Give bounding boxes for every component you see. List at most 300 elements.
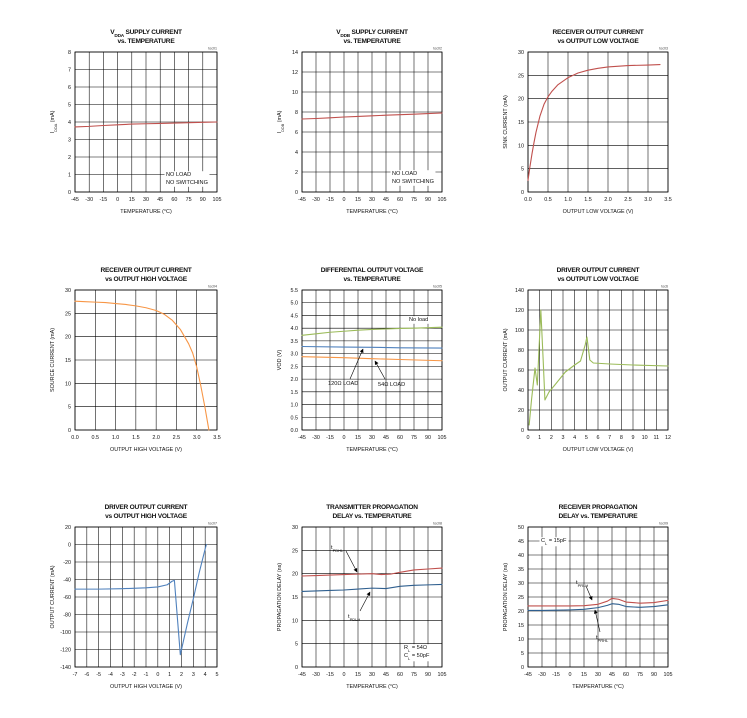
y-tick-label: 2.5 xyxy=(290,364,298,371)
y-axis-label xyxy=(503,95,509,149)
x-tick-label: 3.0 xyxy=(192,435,201,441)
x-tick-label: 0 xyxy=(342,435,346,441)
x-tick-label: -15 xyxy=(326,197,334,203)
figure-code: toc09 xyxy=(659,521,668,526)
x-axis-label xyxy=(346,447,398,453)
chart-2 xyxy=(277,29,447,215)
x-tick-label: 9 xyxy=(631,435,635,441)
y-tick-label: 10 xyxy=(292,618,298,625)
y-axis-label-part: (mA) xyxy=(277,110,283,124)
x-axis-label xyxy=(110,684,182,690)
x-tick-label: 60 xyxy=(623,672,629,678)
series-label-text xyxy=(348,614,360,622)
x-axis-label xyxy=(110,447,182,453)
chart-title-part: vs. TEMPERATURE xyxy=(343,276,401,283)
x-tick-label: 3.0 xyxy=(644,197,652,203)
figure-code: toc6 xyxy=(661,284,668,289)
y-tick-label: 10 xyxy=(518,637,524,643)
x-tick-label: -30 xyxy=(538,672,546,678)
note-line xyxy=(166,180,208,186)
y-tick-label: 0 xyxy=(521,428,524,434)
chart-title-part: vs. TEMPERATURE xyxy=(343,38,401,45)
x-tick-label: 105 xyxy=(212,197,222,203)
chart-title-part: RECEIVER PROPAGATION xyxy=(558,504,638,511)
chart-4 xyxy=(50,267,221,453)
chart-title-part: DRIVER OUTPUT CURRENT xyxy=(104,504,188,511)
y-axis-label-part: PROPAGATION DELAY (ns) xyxy=(503,562,509,632)
y-tick-label: 30 xyxy=(518,581,524,587)
x-tick-label: 105 xyxy=(437,435,447,441)
x-tick-label: 75 xyxy=(411,197,417,203)
series-label xyxy=(331,545,344,553)
note-line-subscript: L xyxy=(408,647,411,653)
chart-title xyxy=(105,513,188,520)
y-tick-label: 0 xyxy=(295,665,298,671)
x-tick-label: 90 xyxy=(651,672,657,678)
chart-title-part: DELAY vs. TEMPERATURE xyxy=(332,513,412,520)
x-tick-label: 2.0 xyxy=(152,435,160,441)
figure-code: toc08 xyxy=(433,521,442,526)
series-label-text-subscript: PDLH xyxy=(349,616,361,622)
y-tick-label: 25 xyxy=(292,548,298,555)
x-tick-label: -45 xyxy=(298,197,306,203)
note-line-subscript: L xyxy=(408,655,411,661)
chart-title xyxy=(105,276,188,283)
x-tick-label: 75 xyxy=(411,435,417,441)
x-tick-label: 4 xyxy=(573,435,577,441)
x-axis-label xyxy=(346,209,398,215)
series-label-text xyxy=(328,381,358,387)
x-tick-label: 3 xyxy=(191,672,195,678)
chart-title xyxy=(553,29,644,36)
y-tick-label: 20 xyxy=(292,571,298,578)
y-tick-label: 20 xyxy=(518,408,524,414)
y-axis-label-part: PROPAGATION DELAY (ns) xyxy=(277,562,283,632)
x-axis-label-part: OUTPUT HIGH VOLTAGE (V) xyxy=(110,447,182,453)
y-tick-label: 2 xyxy=(295,170,298,176)
annotation-arrow xyxy=(586,586,592,600)
annotation-arrow xyxy=(595,610,600,632)
x-tick-label: -7 xyxy=(72,672,78,678)
x-tick-label: 90 xyxy=(425,672,431,678)
x-tick-label: 8 xyxy=(619,435,623,441)
x-tick-label: 0.5 xyxy=(544,197,552,203)
y-tick-label: 0 xyxy=(295,190,298,196)
x-tick-label: 0 xyxy=(342,197,346,203)
y-axis-label-part: SINK CURRENT (mA) xyxy=(503,95,509,149)
y-tick-label: 12 xyxy=(292,70,298,76)
x-axis-label-part: OUTPUT LOW VOLTAGE (V) xyxy=(562,447,634,453)
y-tick-label: 15 xyxy=(292,595,298,601)
x-tick-label: -30 xyxy=(312,435,320,441)
note-line-part: NO LOAD xyxy=(392,171,418,177)
x-tick-label: -45 xyxy=(298,672,306,678)
chart-title xyxy=(559,504,638,511)
x-tick-label: 15 xyxy=(355,197,361,203)
series-label-text-subscript: PRLH xyxy=(577,582,589,588)
y-tick-label: 3.0 xyxy=(290,351,298,358)
y-tick-label: 40 xyxy=(518,388,524,394)
note-line xyxy=(392,179,434,185)
x-tick-label: 75 xyxy=(637,672,643,678)
series-label xyxy=(408,316,430,324)
series-label-text-part: No load xyxy=(409,317,429,323)
x-tick-label: 0.5 xyxy=(91,435,100,441)
x-axis-label-part: OUTPUT HIGH VOLTAGE (V) xyxy=(110,684,182,690)
y-tick-label: 120 xyxy=(515,308,524,314)
chart-8 xyxy=(277,504,447,690)
x-tick-label: 2.0 xyxy=(604,197,612,203)
note-line xyxy=(166,172,191,178)
x-tick-label: 105 xyxy=(663,672,673,678)
chart-title xyxy=(105,504,188,511)
x-tick-label: 90 xyxy=(425,197,431,203)
x-tick-label: 3.5 xyxy=(664,197,672,203)
y-axis-label-part: SOURCE CURRENT (mA) xyxy=(50,328,56,392)
x-tick-label: 10 xyxy=(641,435,648,441)
chart-title-part: DRIVER OUTPUT CURRENT xyxy=(556,267,640,274)
chart-title-part: vs. TEMPERATURE xyxy=(117,38,175,45)
y-tick-label: 4 xyxy=(68,120,71,126)
chart-title-part: SUPPLY CURRENT xyxy=(123,29,182,36)
x-tick-label: 105 xyxy=(437,672,447,678)
x-axis-label xyxy=(120,209,172,215)
y-tick-label: 0.5 xyxy=(290,415,298,422)
x-tick-label: 75 xyxy=(185,197,192,203)
x-tick-label: 15 xyxy=(355,435,361,441)
chart-3 xyxy=(503,29,672,215)
y-axis-label-subscript: DDA xyxy=(52,123,58,132)
chart-note xyxy=(403,644,432,661)
y-axis-label-part: VOD (V) xyxy=(277,349,283,371)
y-tick-label: 5 xyxy=(295,641,298,648)
y-axis-label-part: I xyxy=(50,131,56,134)
x-tick-label: 12 xyxy=(665,435,671,441)
y-tick-label: 1.0 xyxy=(290,402,298,409)
chart-note xyxy=(165,171,210,187)
x-tick-label: 5 xyxy=(584,435,588,441)
x-tick-label: -15 xyxy=(326,672,334,678)
y-tick-label: 4 xyxy=(295,150,298,156)
x-axis-label-part: OUTPUT LOW VOLTAGE (V) xyxy=(562,209,634,215)
y-tick-label: 10 xyxy=(292,90,298,96)
x-tick-label: 1.0 xyxy=(111,435,120,441)
y-tick-label: 5.5 xyxy=(290,288,298,294)
series-label-text-part: t xyxy=(331,545,333,551)
y-axis-label-part: (mA) xyxy=(50,110,56,124)
y-tick-label: 100 xyxy=(515,328,524,334)
x-tick-label: 3 xyxy=(561,435,565,441)
y-tick-label: 25 xyxy=(65,311,71,318)
chart-title-part: RECEIVER OUTPUT CURRENT xyxy=(552,29,644,36)
x-tick-label: 0 xyxy=(342,672,346,678)
x-tick-label: 1.5 xyxy=(584,197,592,203)
x-tick-label: 45 xyxy=(157,197,164,203)
x-tick-label: 30 xyxy=(143,197,149,203)
x-axis-label xyxy=(563,209,634,215)
y-tick-label: 10 xyxy=(518,143,524,150)
y-tick-label: -80 xyxy=(63,612,71,619)
y-tick-label: 5.0 xyxy=(290,300,298,307)
x-tick-label: 45 xyxy=(383,435,389,441)
y-tick-label: 8 xyxy=(295,110,298,116)
chart-title-part: V xyxy=(110,29,115,36)
x-tick-label: 0.0 xyxy=(524,197,532,203)
y-axis-label xyxy=(503,563,509,631)
series-label-text-part: t xyxy=(596,635,598,641)
series-label-text-part: t xyxy=(576,580,578,586)
figure-code: toc03 xyxy=(659,46,668,51)
series-label-text-subscript: PRHL xyxy=(597,637,609,643)
y-tick-label: 30 xyxy=(292,525,298,531)
chart-7 xyxy=(50,504,219,690)
y-tick-label: 1.5 xyxy=(290,389,298,396)
x-tick-label: -15 xyxy=(552,672,560,678)
x-tick-label: 60 xyxy=(171,197,178,203)
x-tick-label: 1 xyxy=(538,435,542,441)
y-tick-label: 20 xyxy=(65,334,71,341)
x-tick-label: -45 xyxy=(298,435,306,441)
annotation-arrow xyxy=(360,592,370,611)
x-tick-label: 1.0 xyxy=(564,197,572,203)
x-tick-label: 0.0 xyxy=(71,435,79,441)
x-tick-label: 45 xyxy=(383,197,389,203)
x-axis-label-part: TEMPERATURE (°C) xyxy=(346,447,398,453)
y-tick-label: 20 xyxy=(518,609,524,615)
note-line-part: NO LOAD xyxy=(166,172,192,178)
series-label-text xyxy=(378,382,405,388)
note-line-subscript: L xyxy=(545,540,548,546)
chart-title xyxy=(321,267,424,274)
x-tick-label: 15 xyxy=(128,197,135,203)
x-tick-label: -4 xyxy=(108,672,113,678)
x-tick-label: 30 xyxy=(595,672,601,678)
x-tick-label: 45 xyxy=(609,672,615,678)
x-tick-label: 1.5 xyxy=(132,435,140,441)
chart-title xyxy=(326,504,418,511)
chart-note xyxy=(391,170,436,186)
chart-note xyxy=(540,537,569,546)
x-tick-label: 2.5 xyxy=(172,435,181,441)
x-axis-label-part: TEMPERATURE (°C) xyxy=(346,209,398,215)
x-tick-label: 60 xyxy=(397,672,403,678)
y-axis-label xyxy=(503,328,509,391)
x-tick-label: 60 xyxy=(397,435,403,441)
chart-title-part: vs OUTPUT HIGH VOLTAGE xyxy=(105,276,187,283)
y-axis-label xyxy=(50,110,58,133)
annotation-arrow xyxy=(346,551,357,572)
figure-code: toc04 xyxy=(208,284,217,289)
figure-code: toc01 xyxy=(208,46,217,51)
chart-title xyxy=(344,38,402,45)
y-tick-label: 20 xyxy=(65,525,71,531)
chart-title-subscript: DDB xyxy=(340,33,350,39)
annotation-arrow xyxy=(375,361,385,379)
series-label-text-part: t xyxy=(348,614,350,620)
chart-title-part: DIFFERENTIAL OUTPUT VOLTAGE xyxy=(320,267,424,274)
y-tick-label: 3 xyxy=(68,137,71,144)
y-tick-label: 25 xyxy=(518,595,524,601)
y-tick-label: 45 xyxy=(518,539,524,545)
x-axis-label-part: TEMPERATURE (°C) xyxy=(346,684,398,690)
y-tick-label: 50 xyxy=(518,525,524,531)
y-tick-label: 35 xyxy=(518,567,524,573)
y-tick-label: -100 xyxy=(60,630,71,636)
x-tick-label: 2.5 xyxy=(624,197,632,203)
y-tick-label: 4.0 xyxy=(290,326,298,333)
x-axis-label xyxy=(563,447,634,453)
x-tick-label: 3.5 xyxy=(213,435,221,441)
x-tick-label: 0 xyxy=(156,672,160,678)
chart-title-part: TRANSMITTER PROPAGATION xyxy=(326,504,418,511)
y-tick-label: 15 xyxy=(65,358,71,364)
x-axis-label-part: TEMPERATURE (°C) xyxy=(120,209,172,215)
y-tick-label: 0 xyxy=(521,190,524,196)
y-tick-label: 8 xyxy=(68,50,71,56)
x-tick-label: 0 xyxy=(116,197,120,203)
chart-1 xyxy=(50,29,222,215)
x-tick-label: 11 xyxy=(653,435,660,441)
figure-code: toc05 xyxy=(433,284,442,289)
x-tick-label: -1 xyxy=(143,672,149,678)
x-tick-label: 45 xyxy=(383,672,389,678)
x-tick-label: -5 xyxy=(96,672,102,678)
chart-title xyxy=(118,38,176,45)
y-tick-label: 20 xyxy=(518,96,524,103)
y-tick-label: 15 xyxy=(518,623,524,629)
chart-title-part: V xyxy=(336,29,341,36)
y-tick-label: 0 xyxy=(68,428,71,434)
y-tick-label: 60 xyxy=(518,368,524,374)
chart-title-part: vs OUTPUT LOW VOLTAGE xyxy=(557,38,639,45)
figure-code: toc07 xyxy=(208,521,217,526)
x-tick-label: -30 xyxy=(312,672,320,678)
y-tick-label: 5 xyxy=(521,651,524,657)
series-label xyxy=(328,381,358,387)
chart-6 xyxy=(503,267,671,453)
chart-title xyxy=(333,513,413,520)
x-tick-label: -30 xyxy=(312,197,320,203)
y-tick-label: -40 xyxy=(63,577,71,584)
y-tick-label: 140 xyxy=(515,288,524,294)
x-tick-label: -45 xyxy=(71,197,79,203)
x-tick-label: 30 xyxy=(369,672,375,678)
x-axis-label xyxy=(346,684,398,690)
y-tick-label: 5 xyxy=(68,404,71,411)
y-tick-label: -20 xyxy=(63,560,71,566)
y-tick-label: 0.0 xyxy=(290,428,298,434)
x-axis-label xyxy=(572,684,624,690)
note-line-part: C xyxy=(541,538,546,544)
y-axis-label xyxy=(277,563,283,631)
y-tick-label: 30 xyxy=(518,50,524,56)
note-line-part: = 54Ω xyxy=(410,645,428,651)
note-line-part: = 50pF xyxy=(410,653,430,659)
chart-title-part: SUPPLY CURRENT xyxy=(349,29,408,36)
x-tick-label: -45 xyxy=(524,672,532,678)
y-tick-label: 0 xyxy=(68,542,71,549)
y-axis-label xyxy=(277,350,283,371)
series-label xyxy=(378,382,405,388)
chart-title-part: vs OUTPUT HIGH VOLTAGE xyxy=(105,513,187,520)
y-tick-label: 14 xyxy=(292,50,298,56)
chart-title-subscript: DDA xyxy=(114,33,124,39)
note-line xyxy=(392,171,417,177)
series-label-text-part: 120Ω LOAD xyxy=(328,381,359,387)
y-axis-label-part: OUTPUT CURRENT (mA) xyxy=(50,565,56,629)
x-tick-label: 15 xyxy=(355,672,361,678)
y-tick-label: 4.5 xyxy=(290,313,298,320)
y-axis-label-part: I xyxy=(277,131,283,134)
y-tick-label: 40 xyxy=(518,553,524,559)
figure-code: toc02 xyxy=(433,46,442,51)
x-tick-label: 6 xyxy=(596,435,600,441)
note-line-part: = 15pF xyxy=(547,538,567,544)
y-tick-label: 0 xyxy=(521,665,524,671)
x-tick-label: 2 xyxy=(180,672,183,678)
series-label xyxy=(576,580,588,588)
x-axis-label-part: TEMPERATURE (°C) xyxy=(572,684,624,690)
series-label-text xyxy=(409,317,428,323)
data-series-line xyxy=(75,545,206,655)
x-tick-label: -2 xyxy=(131,672,137,678)
note-line-part: NO SWITCHING xyxy=(166,180,208,186)
y-tick-label: 30 xyxy=(65,288,71,294)
x-tick-label: 2 xyxy=(549,435,553,441)
series-label-text-subscript: PDHL xyxy=(332,547,344,553)
y-tick-label: 25 xyxy=(518,73,524,80)
y-tick-label: -60 xyxy=(63,595,71,601)
chart-title-part: vs OUTPUT LOW VOLTAGE xyxy=(557,276,639,283)
x-tick-label: -15 xyxy=(326,435,334,441)
y-tick-label: 80 xyxy=(518,348,524,354)
y-tick-label: 5 xyxy=(68,102,71,109)
x-tick-label: 4 xyxy=(203,672,207,678)
chart-title xyxy=(559,513,639,520)
x-tick-label: 30 xyxy=(369,435,375,441)
y-tick-label: 3.5 xyxy=(290,338,298,345)
x-tick-label: 30 xyxy=(369,197,375,203)
y-tick-label: 6 xyxy=(295,130,298,136)
y-axis-label-subscript: DDB xyxy=(279,123,285,132)
y-tick-label: -140 xyxy=(60,665,71,671)
y-tick-label: -120 xyxy=(60,647,71,654)
series-label-text xyxy=(576,580,588,588)
data-series-line xyxy=(302,347,442,349)
x-tick-label: -6 xyxy=(84,672,90,678)
series-label-text-part: 54Ω LOAD xyxy=(378,382,406,388)
chart-title xyxy=(101,267,192,274)
note-line-part: R xyxy=(404,645,409,651)
chart-title xyxy=(558,276,640,283)
x-tick-label: 90 xyxy=(425,435,431,441)
x-tick-label: -15 xyxy=(99,197,108,203)
chart-title xyxy=(344,276,402,283)
y-tick-label: 1 xyxy=(68,172,71,179)
x-tick-label: 0 xyxy=(526,435,530,441)
note-line-part: C xyxy=(404,653,409,659)
x-tick-label: 15 xyxy=(581,672,587,678)
y-tick-label: 10 xyxy=(65,381,71,388)
x-tick-label: 105 xyxy=(437,197,447,203)
y-tick-label: 5 xyxy=(521,166,524,173)
data-series-line xyxy=(529,310,668,425)
chart-title-part: RECEIVER OUTPUT CURRENT xyxy=(100,267,192,274)
x-tick-label: 7 xyxy=(608,435,612,441)
x-tick-label: 90 xyxy=(199,197,206,203)
x-tick-label: 0 xyxy=(568,672,572,678)
note-line-part: NO SWITCHING xyxy=(392,179,434,185)
